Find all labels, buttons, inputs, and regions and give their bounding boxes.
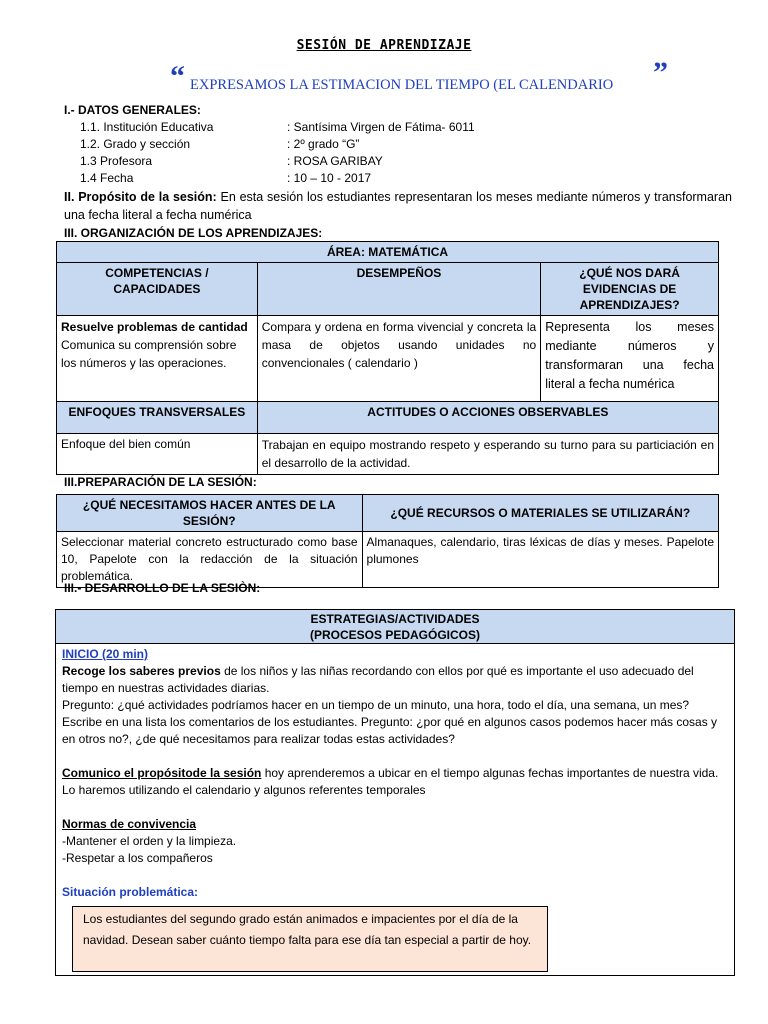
before-session-header: ¿QUÉ NECESITAMOS HACER ANTES DE LA SESIÓN? bbox=[57, 495, 363, 532]
preparation-table bbox=[56, 494, 719, 588]
situacion-label: Situación problemática: bbox=[62, 885, 199, 899]
area-header: ÁREA: MATEMÁTICA bbox=[57, 242, 719, 263]
organization-heading: III. ORGANIZACIÓN DE LOS APRENDIZAJES: bbox=[64, 226, 323, 240]
general-row-value: : Santísima Virgen de Fátima- 6011 bbox=[287, 120, 475, 134]
actitudes-header: ACTITUDES O ACCIONES OBSERVABLES bbox=[257, 402, 718, 434]
purpose-label: II. Propósito de la sesión: bbox=[64, 190, 217, 204]
norma-item: -Mantener el orden y la limpieza. bbox=[62, 834, 237, 848]
organization-table bbox=[56, 241, 719, 475]
purpose-text: En esta sesión los estudiantes representaran los meses mediante números y transformaran una fecha literal a fecha numérica bbox=[64, 190, 732, 222]
general-row-value: : ROSA GARIBAY bbox=[287, 154, 383, 168]
comunico-text: hoy aprenderemos a ubicar en el tiempo algunas fechas importantes de nuestra vida. Lo haremos utilizando el calendario y algunos referentes temporales bbox=[62, 766, 719, 797]
general-data-heading: I.- DATOS GENERALES: bbox=[64, 103, 201, 117]
recoge-bold: Recoge los saberes previos bbox=[62, 664, 221, 678]
comunico-label: Comunico el propósitode la sesión bbox=[62, 766, 262, 780]
situacion-box: Los estudiantes del segundo grado están animados e impacientes por el día de la navidad. Desean saber cuánto tiempo falta para ese día tan especial a partir de hoy. bbox=[72, 906, 548, 972]
open-quote: “ bbox=[170, 60, 185, 93]
general-row-value: : 10 – 10 - 2017 bbox=[287, 171, 372, 185]
development-header-line1: ESTRATEGIAS/ACTIVIDADES bbox=[310, 612, 480, 626]
session-subtitle bbox=[170, 56, 680, 98]
enfoques-header: ENFOQUES TRANSVERSALES bbox=[57, 402, 258, 434]
norma-item: -Respetar a los compañeros bbox=[62, 851, 213, 865]
subtitle-text: EXPRESAMOS LA ESTIMACION DEL TIEMPO (EL CALENDARIO bbox=[190, 77, 614, 93]
development-body bbox=[62, 646, 722, 901]
general-row-label: 1.3 Profesora bbox=[80, 154, 153, 168]
enfoque-cell: Enfoque del bien común bbox=[57, 434, 258, 475]
development-header-line2: (PROCESOS PEDAGÓGICOS) bbox=[309, 628, 481, 642]
escribe-paragraph: Escribe en una lista los comentarios de los estudiantes. Pregunto: ¿por qué en algunos casos podemos hacer más cosas y en otros no?, ¿de qué necesitamos para realizar todas estas actividades? bbox=[62, 715, 718, 746]
evidencia-cell: Representa los meses mediante números y transformaran una fecha literal a fecha numérica bbox=[541, 316, 719, 402]
resources-cell: Almanaques, calendario, tiras léxicas de días y meses. Papelote plumones bbox=[362, 532, 718, 588]
document-title: SESIÓN DE APRENDIZAJE bbox=[296, 38, 472, 53]
desempenos-header: DESEMPEÑOS bbox=[257, 263, 540, 316]
normas-label: Normas de convivencia bbox=[62, 817, 197, 831]
competencia-text: Comunica su comprensión sobre los números y las operaciones. bbox=[61, 338, 237, 370]
purpose-paragraph bbox=[64, 188, 732, 224]
actitud-cell: Trabajan en equipo mostrando respeto y esperando su turno para su particiación en el desarrollo de la actividad. bbox=[257, 434, 718, 475]
evidencias-header: ¿QUÉ NOS DARÁ EVIDENCIAS DE APRENDIZAJES? bbox=[541, 263, 719, 316]
recoge-paragraph bbox=[62, 663, 722, 697]
pregunto-paragraph: Pregunto: ¿qué actividades podríamos hacer en un tiempo de un minuto, una hora, todo el día, una semana, un mes? bbox=[62, 698, 690, 712]
general-row-label: 1.4 Fecha bbox=[80, 171, 134, 185]
competencias-header: COMPETENCIAS / CAPACIDADES bbox=[57, 263, 258, 316]
development-heading: III.- DESARROLLO DE LA SESIÒN: bbox=[64, 581, 261, 595]
general-row-value: : 2º grado “G” bbox=[287, 137, 360, 151]
general-row-label: 1.1. Institución Educativa bbox=[80, 120, 214, 134]
competencia-bold: Resuelve problemas de cantidad bbox=[61, 320, 248, 334]
desempeno-cell: Compara y ordena en forma vivencial y concreta la masa de objetos usando unidades no convencionales ( calendario ) bbox=[257, 316, 540, 402]
close-quote: ” bbox=[653, 56, 668, 89]
resources-header: ¿QUÉ RECURSOS O MATERIALES SE UTILIZARÁN? bbox=[362, 495, 718, 532]
recoge-text: de los niños y las niñas recordando con ellos por qué es importante el uso adecuado del tiempo en nuestras actividades diarias. bbox=[62, 664, 694, 695]
development-header bbox=[56, 610, 734, 644]
general-row-label: 1.2. Grado y sección bbox=[80, 137, 191, 151]
comunico-paragraph bbox=[62, 765, 722, 799]
competencias-cell bbox=[57, 316, 258, 402]
before-session-cell: Seleccionar material concreto estructurado como base 10, Papelote con la redacción de la situación problemática. bbox=[57, 532, 363, 588]
inicio-label: INICIO (20 min) bbox=[62, 647, 149, 661]
preparation-heading: III.PREPARACIÓN DE LA SESIÓN: bbox=[64, 475, 257, 489]
